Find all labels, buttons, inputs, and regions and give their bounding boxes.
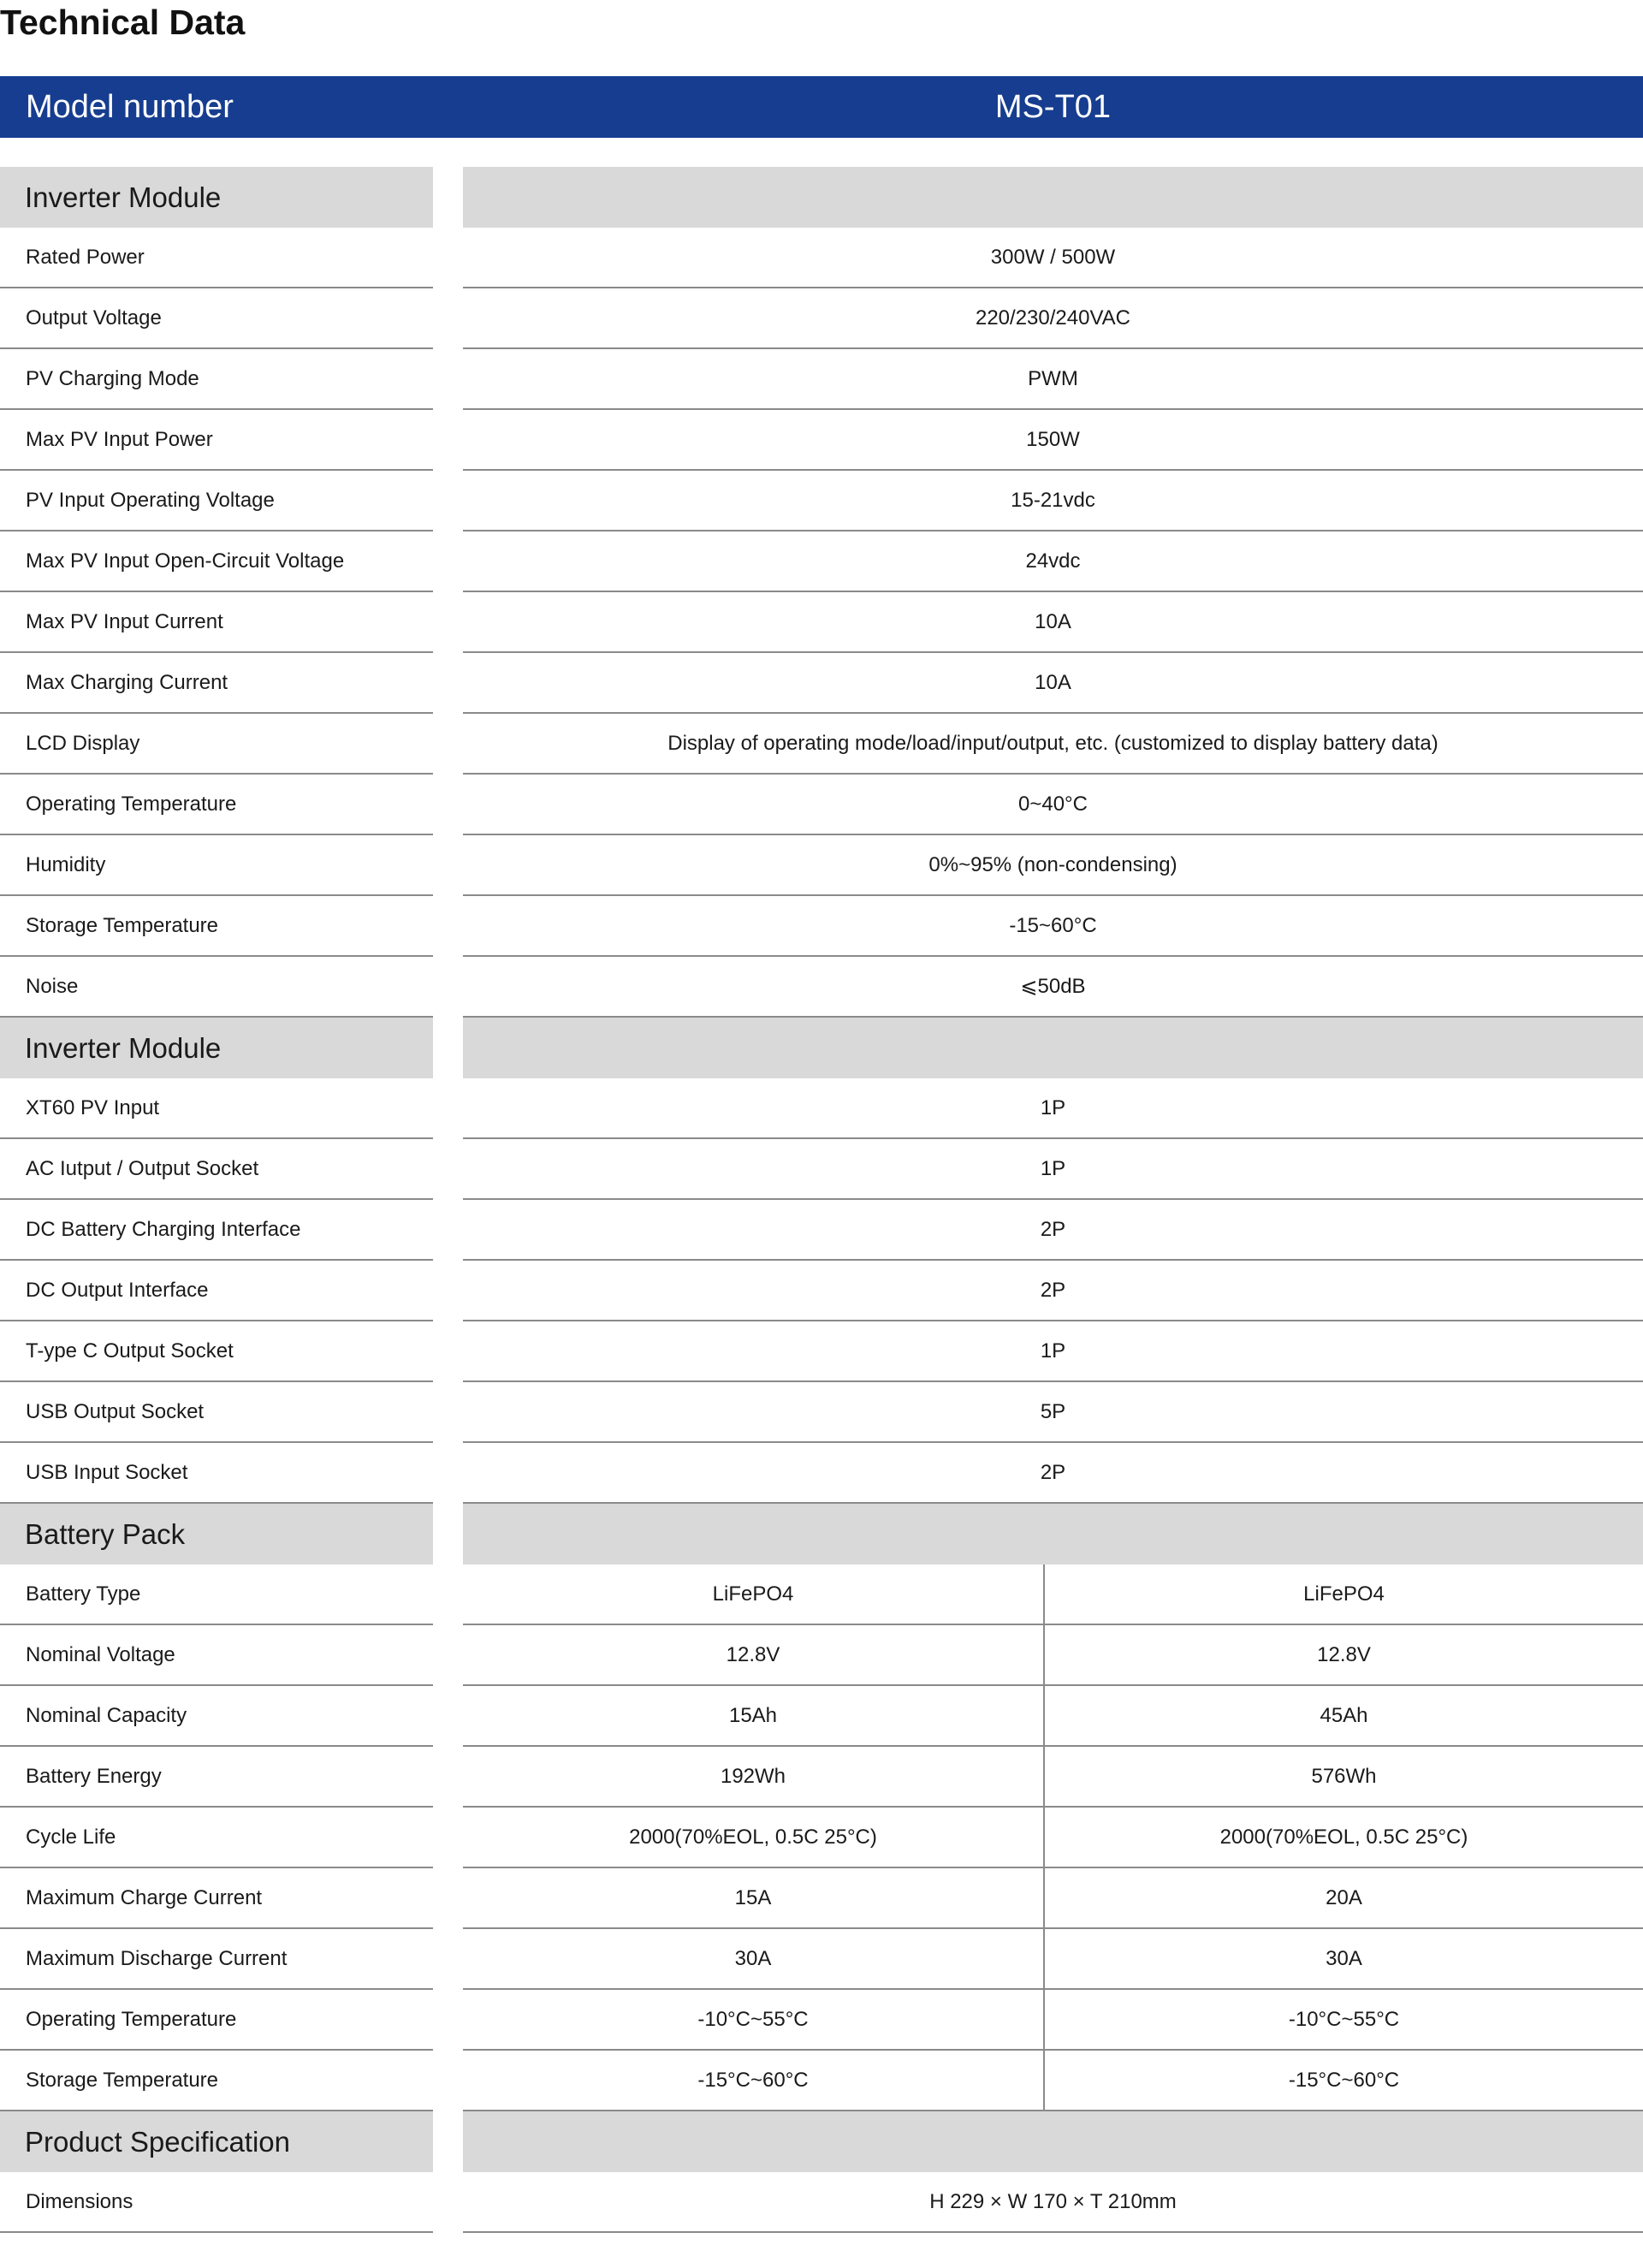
spec-value-45ah: -10°C~55°C (1045, 1990, 1643, 2051)
spec-row (0, 1868, 1643, 1929)
spec-value: 2P (463, 1443, 1643, 1504)
spec-label: Operating Temperature (0, 1990, 433, 2051)
spec-value-45ah: -15°C~60°C (1045, 2051, 1643, 2111)
spec-label: LCD Display (0, 714, 433, 775)
spec-row (0, 410, 1643, 471)
spec-label: XT60 PV Input (0, 1078, 433, 1139)
spec-label: Battery Energy (0, 1747, 433, 1808)
spec-value: 2P (463, 1200, 1643, 1261)
spec-value-45ah: 12.8V (1045, 1625, 1643, 1686)
spec-label: Max PV Input Current (0, 592, 433, 653)
spec-row (0, 1382, 1643, 1443)
spec-label: Maximum Discharge Current (0, 1929, 433, 1990)
spec-value-15ah: 15A (463, 1868, 1045, 1929)
spec-label: Output Voltage (0, 288, 433, 349)
spec-value-15ah: 30A (463, 1929, 1045, 1990)
spec-row (0, 1564, 1643, 1625)
spec-label: USB Output Socket (0, 1382, 433, 1443)
spec-value: H 229 × W 170 × T 210mm (463, 2172, 1643, 2233)
spec-row (0, 1990, 1643, 2051)
spec-label: DC Output Interface (0, 1261, 433, 1321)
spec-value-45ah: 2000(70%EOL, 0.5C 25°C) (1045, 1808, 1643, 1868)
spec-row (0, 896, 1643, 957)
spec-row (0, 531, 1643, 592)
spec-row (0, 1747, 1643, 1808)
spec-row (0, 2051, 1643, 2111)
spec-row (0, 1686, 1643, 1747)
spec-value: 1P (463, 1321, 1643, 1382)
spec-value-45ah: 20A (1045, 1868, 1643, 1929)
page-title: Technical Data (0, 3, 246, 42)
spec-label: Dimensions (0, 2172, 433, 2233)
spec-label: PV Charging Mode (0, 349, 433, 410)
spec-row (0, 1200, 1643, 1261)
section-header (0, 2111, 1643, 2172)
section-header-fill (463, 2111, 1643, 2172)
spec-value-15ah: LiFePO4 (463, 1564, 1045, 1625)
section-header-fill (463, 167, 1643, 228)
spec-value: Display of operating mode/load/input/output, etc. (customized to display battery data) (463, 714, 1643, 775)
spec-row (0, 1321, 1643, 1382)
spec-value: 150W (463, 410, 1643, 471)
spec-value: 10A (463, 653, 1643, 714)
spec-row (0, 1443, 1643, 1504)
spec-row (0, 835, 1643, 896)
section-header-fill (463, 1018, 1643, 1078)
spec-label: Noise (0, 957, 433, 1018)
spec-label: Nominal Voltage (0, 1625, 433, 1686)
spec-row (0, 471, 1643, 531)
spec-label: Cycle Life (0, 1808, 433, 1868)
spec-row (0, 957, 1643, 1018)
spec-row (0, 1139, 1643, 1200)
model-number-value: MS-T01 (994, 89, 1112, 125)
spec-row (0, 714, 1643, 775)
spec-row (0, 288, 1643, 349)
spec-row (0, 775, 1643, 835)
spec-value-45ah: 45Ah (1045, 1686, 1643, 1747)
spec-row (0, 2172, 1643, 2233)
spec-label: Battery Type (0, 1564, 433, 1625)
section-title: Inverter Module (0, 167, 433, 228)
spec-row (0, 349, 1643, 410)
spec-value-15ah: -15°C~60°C (463, 2051, 1045, 2111)
spec-value: 2P (463, 1261, 1643, 1321)
section-header-fill (463, 1504, 1643, 1564)
spec-row (0, 1929, 1643, 1990)
spec-value-15ah: 192Wh (463, 1747, 1045, 1808)
spec-value: 5P (463, 1382, 1643, 1443)
spec-label: Rated Power (0, 228, 433, 288)
spec-value-15ah: 2000(70%EOL, 0.5C 25°C) (463, 1808, 1045, 1868)
spec-row (0, 1261, 1643, 1321)
spec-value: 0~40°C (463, 775, 1643, 835)
spec-row (0, 1078, 1643, 1139)
spec-value: ⩽50dB (463, 957, 1643, 1018)
spec-table (0, 167, 1643, 2233)
section-header (0, 167, 1643, 228)
spec-value: 10A (463, 592, 1643, 653)
spec-row (0, 592, 1643, 653)
spec-value: 15-21vdc (463, 471, 1643, 531)
spec-label: Maximum Charge Current (0, 1868, 433, 1929)
model-number-label: Model number (26, 89, 234, 125)
spec-value: 24vdc (463, 531, 1643, 592)
spec-row (0, 228, 1643, 288)
spec-value: 1P (463, 1078, 1643, 1139)
spec-label: USB Input Socket (0, 1443, 433, 1504)
section-title: Battery Pack (0, 1504, 433, 1564)
spec-value: 0%~95% (non-condensing) (463, 835, 1643, 896)
spec-value-45ah: 30A (1045, 1929, 1643, 1990)
spec-value: PWM (463, 349, 1643, 410)
section-header (0, 1018, 1643, 1078)
section-title: Product Specification (0, 2111, 433, 2172)
spec-label: Max Charging Current (0, 653, 433, 714)
spec-value: 1P (463, 1139, 1643, 1200)
spec-value: -15~60°C (463, 896, 1643, 957)
spec-label: T-ype C Output Socket (0, 1321, 433, 1382)
spec-value-45ah: 576Wh (1045, 1747, 1643, 1808)
spec-value: 300W / 500W (463, 228, 1643, 288)
spec-label: Storage Temperature (0, 2051, 433, 2111)
spec-row (0, 1625, 1643, 1686)
spec-label: Max PV Input Power (0, 410, 433, 471)
spec-label: Operating Temperature (0, 775, 433, 835)
spec-value-15ah: -10°C~55°C (463, 1990, 1045, 2051)
spec-value: 220/230/240VAC (463, 288, 1643, 349)
model-number-header (0, 76, 1643, 138)
section-header (0, 1504, 1643, 1564)
spec-label: Nominal Capacity (0, 1686, 433, 1747)
spec-value-15ah: 15Ah (463, 1686, 1045, 1747)
spec-value-45ah: LiFePO4 (1045, 1564, 1643, 1625)
spec-row (0, 653, 1643, 714)
spec-value-15ah: 12.8V (463, 1625, 1045, 1686)
spec-label: AC Iutput / Output Socket (0, 1139, 433, 1200)
spec-label: DC Battery Charging Interface (0, 1200, 433, 1261)
spec-label: Humidity (0, 835, 433, 896)
spec-row (0, 1808, 1643, 1868)
spec-label: Storage Temperature (0, 896, 433, 957)
spec-label: PV Input Operating Voltage (0, 471, 433, 531)
spec-label: Max PV Input Open-Circuit Voltage (0, 531, 433, 592)
section-title: Inverter Module (0, 1018, 433, 1078)
